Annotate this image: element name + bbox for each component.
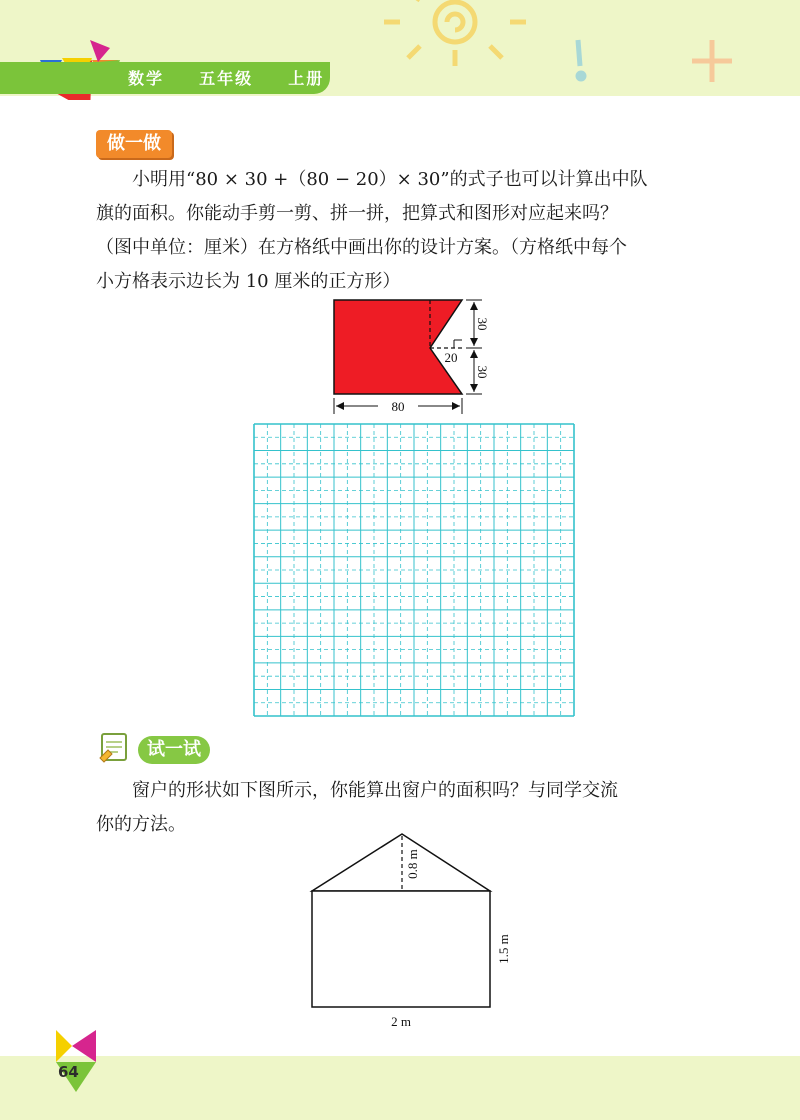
roof-height-label: 0.8 m	[405, 849, 420, 879]
text-line: 你的方法。	[96, 814, 186, 835]
text-line: 窗户的形状如下图所示，你能算出窗户的面积吗？与同学交流	[132, 780, 618, 801]
flag-width-label: 80	[391, 399, 405, 414]
text-line: 小方格表示边长为 10 厘米的正方形）	[96, 271, 401, 292]
section-badge-try-it: 试一试	[138, 736, 210, 764]
flag-top-height-label: 30	[475, 317, 490, 331]
text-line: 旗的面积。你能动手剪一剪、拼一拼，把算式和图形对应起来吗？	[96, 203, 618, 224]
page-number: 64	[58, 1063, 79, 1081]
text-line: 小明用“80 × 30 +（80 − 20）× 30”的式子也可以计算出中队	[132, 169, 648, 190]
flag-notch-depth-label: 20	[444, 350, 458, 365]
book-title: 数学 五年级 上册	[128, 69, 325, 88]
section-badge-do-it: 做一做	[96, 130, 172, 158]
tangram-corner-icon	[56, 1030, 96, 1092]
flag-bottom-height-label: 30	[475, 365, 490, 379]
text-line: （图中单位：厘米）在方格纸中画出你的设计方案。（方格纸中每个	[96, 237, 627, 258]
window-width-label: 2 m	[391, 1014, 411, 1029]
wall-height-label: 1.5 m	[496, 934, 511, 964]
